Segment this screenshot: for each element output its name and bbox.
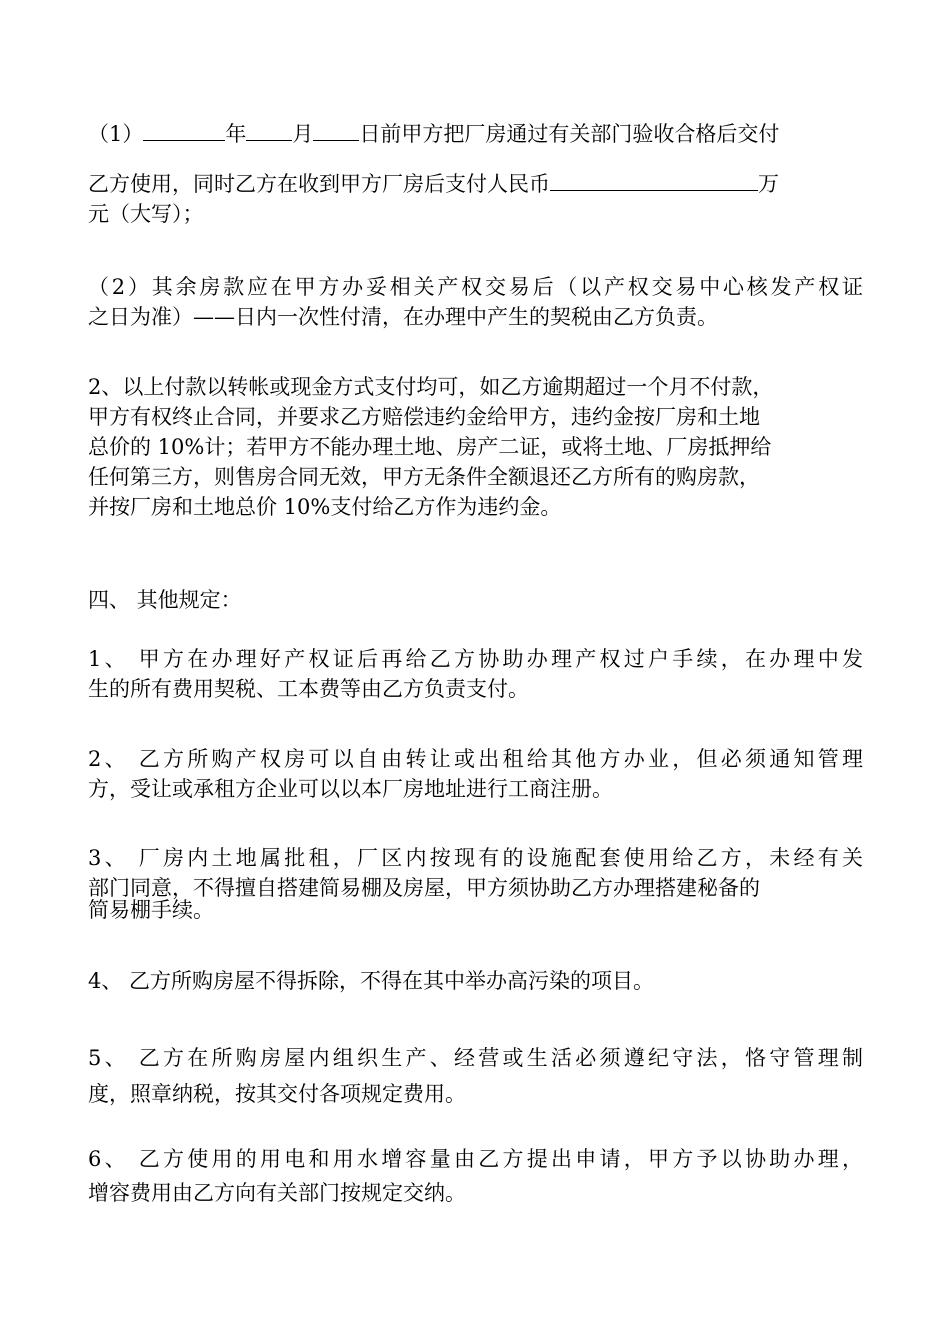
rule-item-5 [88,1043,863,1109]
payment-clause-2 [88,272,863,332]
section-heading-text: 四、 其他规定： [88,588,242,612]
rule-item-3 [88,843,863,923]
rule-item-2 [88,744,863,804]
clause-1-line-2: 乙方使用，同时乙方在收到甲方厂房后支付人民币 万 [88,172,779,196]
clause-1-line-1: （1） 年 月 日前甲方把厂房通过有关部门验收合格后交付 [88,122,780,146]
clause-1-line-3: 元（大写）； [88,202,204,226]
rule-6-line-1: 6、 乙方使用的用电和用水增容量由乙方提出申请，甲方予以协助办理， [88,1147,863,1171]
rule-1-line-1: 1、 甲方在办理好产权证后再给乙方协助办理产权过户手续，在办理中发 [88,647,863,671]
rule-3-line-2: 部门同意，不得擅自搭建简易棚及房屋，甲方须协助乙方办理搭建秘备的 [88,876,760,900]
rule-6-line-2: 增容费用由乙方向有关部门按规定交纳。 [88,1181,466,1205]
rule-1-line-2: 生的所有费用契税、工本费等由乙方负责支付。 [88,677,529,701]
rule-3-line-1: 3、 厂房内土地属批租，厂区内按现有的设施配套使用给乙方，未经有关 [88,846,863,870]
year-blank [143,120,225,141]
day-blank [313,120,359,141]
terms-line-1: 2、以上付款以转帐或现金方式支付均可，如乙方逾期超过一个月不付款， [88,375,774,399]
rule-item-6 [88,1144,863,1208]
rule-item-4 [88,966,863,996]
terms-line-4: 任何第三方，则售房合同无效，甲方无条件全额退还乙方所有的购房款， [88,465,760,489]
clause-2-line-2: 之日为准）——日内一次性付清，在办理中产生的契税由乙方负责。 [88,305,718,329]
section-heading [88,585,863,615]
rule-3-line-3: 简易棚手续。 [88,898,214,922]
clause-2-line-1: （2）其余房款应在甲方办妥相关产权交易后（以产权交易中心核发产权证 [88,275,863,299]
rule-2-line-1: 2、 乙方所购产权房可以自由转让或出租给其他方办业，但必须通知管理 [88,747,863,771]
terms-line-5: 并按厂房和土地总价 10%支付给乙方作为违约金。 [88,495,562,519]
rule-2-line-2: 方，受让或承租方企业可以以本厂房地址进行工商注册。 [88,777,613,801]
rule-5-line-1: 5、 乙方在所购房屋内组织生产、经营或生活必须遵纪守法，恪守管理制 [88,1046,863,1070]
rule-4-line-1: 4、 乙方所购房屋不得拆除，不得在其中举办高污染的项目。 [88,969,655,993]
payment-clause-1-cont [88,169,863,229]
month-blank [246,120,292,141]
payment-terms-paragraph [88,372,863,522]
terms-line-3: 总价的 10%计；若甲方不能办理土地、房产二证，或将土地、厂房抵押给 [88,435,772,459]
rule-5-line-2: 度，照章纳税，按其交付各项规定费用。 [88,1082,466,1106]
rule-item-1 [88,644,863,704]
payment-clause-1 [88,119,863,149]
amount-blank [550,170,758,191]
terms-line-2: 甲方有权终止合同，并要求乙方赔偿违约金给甲方，违约金按厂房和土地 [88,405,760,429]
